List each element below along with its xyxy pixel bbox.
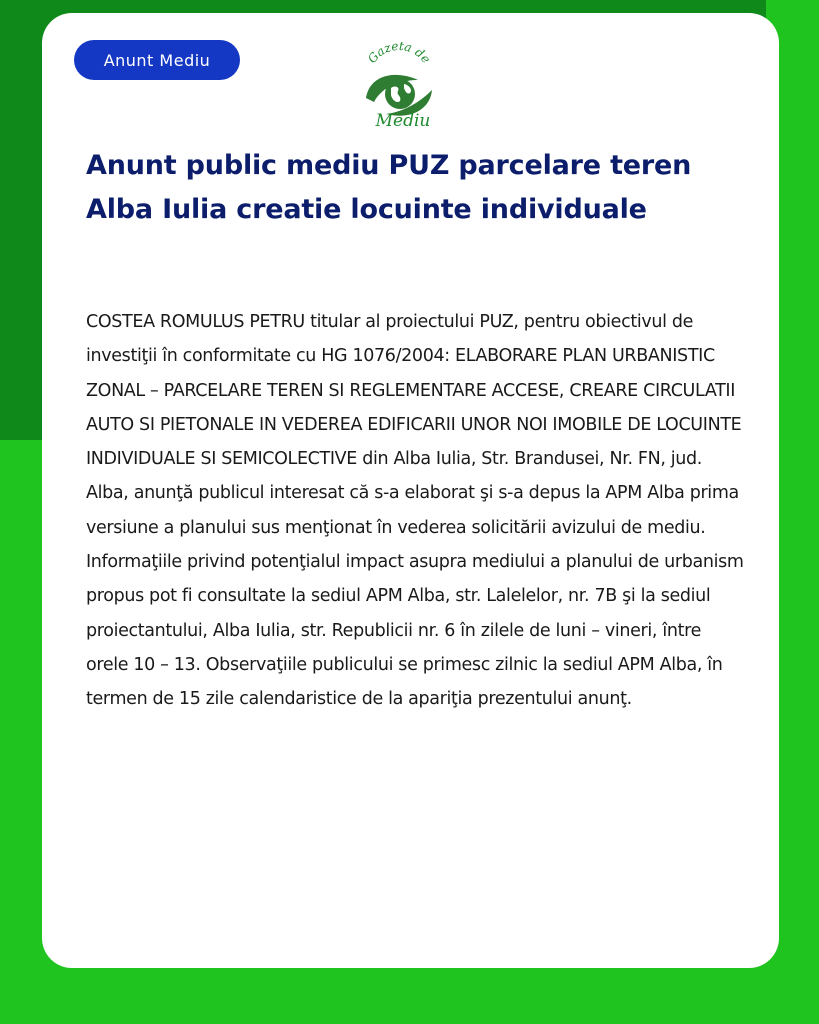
article-title: Anunt public mediu PUZ parcelare teren Alba Iulia creatie locuinte individuale xyxy=(86,150,692,225)
svg-text:Mediu: Mediu xyxy=(375,111,431,130)
gazeta-de-mediu-logo xyxy=(356,40,442,130)
globe-leaf-icon xyxy=(356,40,442,130)
category-badge[interactable]: Anunt Mediu xyxy=(74,40,240,80)
svg-text:Gazeta de: Gazeta de xyxy=(364,40,434,66)
article-body: COSTEA ROMULUS PETRU titular al proiectului PUZ, pentru obiectivul de investiţii în conformitate cu HG 1076/2004: ELABORARE PLAN URBANISTIC ZONAL – PARCELARE TEREN SI REGLEMENTARE ACCESE, CREARE CIRCULATII AUTO SI PIETONALE IN VEDEREA EDIFICARII UNOR NOI IMOBILE DE LOCUINTE INDIVIDUALE SI SEMICOLECTIVE din Alba Iulia, Str. Brandusei, Nr. FN, jud. Alba, anunţă publicul interesat că s-a elaborat şi s-a depus la APM Alba prima versiune a planului sus menţionat în vederea solicitării avizului de mediu. Informaţiile privind potenţialul impact asupra mediului a planului de urbanism propus pot fi consultate la sediul APM Alba, str. Lalelelor, nr. 7B şi la sediul proiectantului, Alba Iulia, str. Republicii nr. 6 în zilele de luni – vineri, între orele 10 – 13. Observaţiile publicului se primesc zilnic la sediul APM Alba, în termen de 15 zile calendaristice de la apariţia prezentului anunţ. xyxy=(86,312,744,710)
